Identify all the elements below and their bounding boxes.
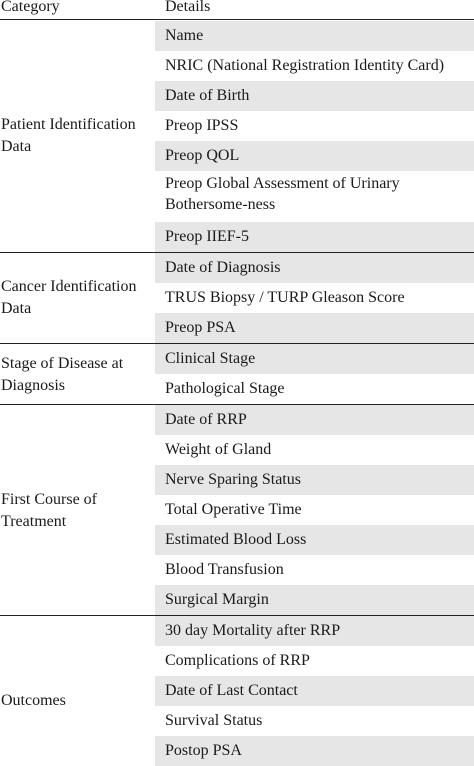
detail-cell: Preop PSA bbox=[165, 319, 236, 336]
table-row bbox=[155, 706, 474, 736]
detail-cell: Complications of RRP bbox=[165, 652, 310, 669]
detail-cell: Estimated Blood Loss bbox=[165, 531, 307, 548]
table-row bbox=[155, 495, 474, 525]
detail-cell: Pathological Stage bbox=[165, 380, 285, 397]
table-row bbox=[155, 21, 474, 51]
detail-cell: Date of Birth bbox=[165, 87, 250, 104]
table-row bbox=[155, 435, 474, 465]
category-cell: Patient Identification Data bbox=[1, 116, 136, 155]
detail-cell: Weight of Gland bbox=[165, 441, 272, 458]
table-row bbox=[155, 222, 474, 252]
table-row bbox=[155, 374, 474, 404]
detail-cell: Date of RRP bbox=[165, 411, 247, 428]
table-row bbox=[155, 616, 474, 646]
detail-cell: Blood Transfusion bbox=[165, 561, 284, 578]
header-rule bbox=[0, 19, 474, 20]
table-row bbox=[155, 253, 474, 283]
category-cell: Stage of Disease at Diagnosis bbox=[1, 355, 124, 394]
category-cell: Cancer Identification Data bbox=[1, 278, 137, 317]
table-row bbox=[155, 555, 474, 585]
detail-cell: Date of Diagnosis bbox=[165, 259, 281, 276]
detail-cell: Name bbox=[165, 27, 204, 44]
detail-cell: 30 day Mortality after RRP bbox=[165, 622, 341, 639]
detail-cell: Total Operative Time bbox=[165, 501, 302, 518]
table-row bbox=[155, 81, 474, 111]
table-row bbox=[155, 465, 474, 495]
detail-cell: Clinical Stage bbox=[165, 350, 256, 367]
detail-cell: Survival Status bbox=[165, 712, 263, 729]
detail-cell: Date of Last Contact bbox=[165, 682, 298, 699]
detail-cell: Postop PSA bbox=[165, 742, 242, 759]
category-cell: First Course of Treatment bbox=[1, 491, 97, 530]
category-cell: Outcomes bbox=[1, 692, 66, 709]
details-column-header: Details bbox=[165, 0, 211, 15]
table-row bbox=[155, 676, 474, 706]
table-row bbox=[155, 405, 474, 435]
detail-cell: Preop QOL bbox=[165, 147, 240, 164]
detail-cell: Surgical Margin bbox=[165, 591, 269, 608]
table-row bbox=[155, 313, 474, 343]
detail-cell: Preop IIEF-5 bbox=[165, 228, 249, 245]
table-row bbox=[155, 111, 474, 141]
category-column-header: Category bbox=[1, 0, 60, 15]
detail-cell: TRUS Biopsy / TURP Gleason Score bbox=[165, 289, 405, 306]
table-row bbox=[155, 646, 474, 676]
detail-cell: Nerve Sparing Status bbox=[165, 471, 301, 488]
table-row bbox=[155, 585, 474, 615]
detail-cell: NRIC (National Registration Identity Card) bbox=[165, 57, 445, 74]
table-row bbox=[155, 525, 474, 555]
table-row bbox=[155, 344, 474, 374]
table-header bbox=[0, 0, 474, 18]
table-row bbox=[155, 736, 474, 766]
table-row bbox=[155, 171, 474, 222]
table-row bbox=[155, 51, 474, 81]
table-row bbox=[155, 283, 474, 313]
detail-cell: Preop IPSS bbox=[165, 117, 239, 134]
table-row bbox=[155, 141, 474, 171]
detail-cell: Preop Global Assessment of Urinary Bothersome-ness bbox=[165, 175, 400, 213]
